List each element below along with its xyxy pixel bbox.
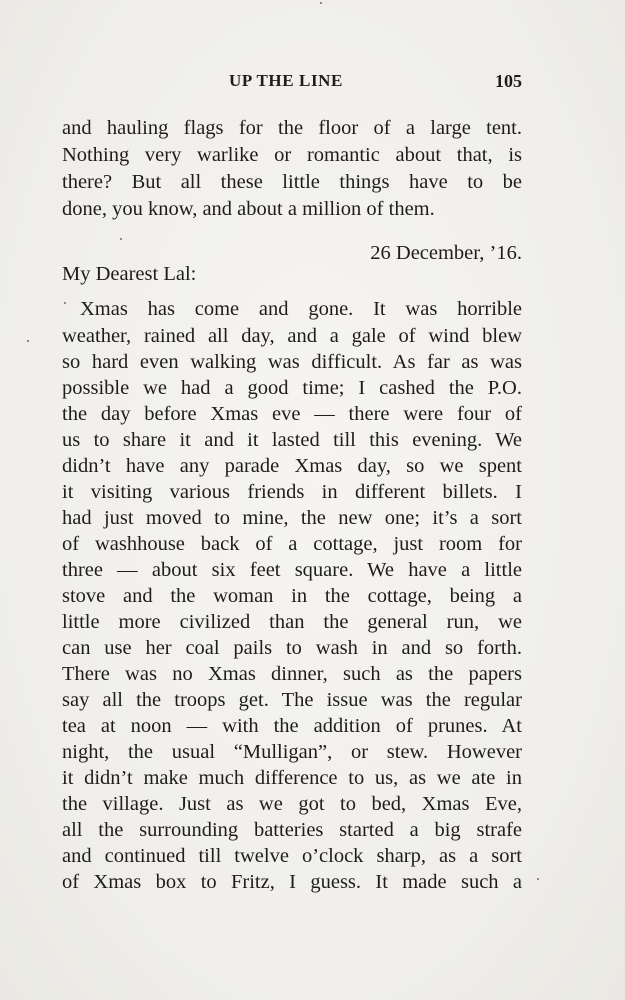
text-line: the village. Just as we got to bed, Xmas Eve, (62, 793, 522, 815)
text-line: so hard even walking was difficult. As far as was (62, 351, 522, 373)
running-head (62, 71, 522, 93)
page-number: 105 (495, 71, 522, 91)
text-line: stove and the woman in the cottage, being a (62, 585, 522, 607)
text-line: it didn’t make much difference to us, as we ate in (62, 767, 522, 789)
letter-salutation: My Dearest Lal: (62, 263, 197, 285)
text-line: there? But all these little things have to be (62, 171, 522, 193)
text-line: had just moved to mine, the new one; it’s a sort (62, 507, 522, 529)
paper-speck (64, 302, 66, 304)
text-line: possible we had a good time; I cashed the P.O. (62, 377, 522, 399)
text-line: Xmas has come and gone. It was horrible (80, 298, 522, 320)
text-line: the day before Xmas eve — there were four of (62, 403, 522, 425)
text-line: say all the troops get. The issue was the regular (62, 689, 522, 711)
text-line: little more civilized than the general run, we (62, 611, 522, 633)
text-line: weather, rained all day, and a gale of wind blew (62, 325, 522, 347)
letter-date: 26 December, ’16. (370, 242, 522, 264)
paper-speck (120, 238, 122, 240)
text-line: can use her coal pails to wash in and so forth. (62, 637, 522, 659)
text-line: us to share it and it lasted till this evening. We (62, 429, 522, 451)
text-line: didn’t have any parade Xmas day, so we spent (62, 455, 522, 477)
text-line: of Xmas box to Fritz, I guess. It made such a (62, 871, 522, 893)
text-line: night, the usual “Mulligan”, or stew. However (62, 741, 522, 763)
text-line: three — about six feet square. We have a little (62, 559, 522, 581)
text-line: and hauling flags for the floor of a large tent. (62, 117, 522, 139)
paper-speck (27, 340, 29, 342)
text-line: and continued till twelve o’clock sharp, as a sort (62, 845, 522, 867)
text-line: of washhouse back of a cottage, just room for (62, 533, 522, 555)
running-title: UP THE LINE (229, 71, 343, 90)
paper-speck (537, 878, 539, 880)
text-line: Nothing very warlike or romantic about that, is (62, 144, 522, 166)
text-line: done, you know, and about a million of them. (62, 198, 435, 220)
text-line: all the surrounding batteries started a big strafe (62, 819, 522, 841)
text-line: it visiting various friends in different billets. I (62, 481, 522, 503)
text-line: tea at noon — with the addition of prunes. At (62, 715, 522, 737)
text-line: There was no Xmas dinner, such as the papers (62, 663, 522, 685)
paper-speck (320, 2, 322, 4)
